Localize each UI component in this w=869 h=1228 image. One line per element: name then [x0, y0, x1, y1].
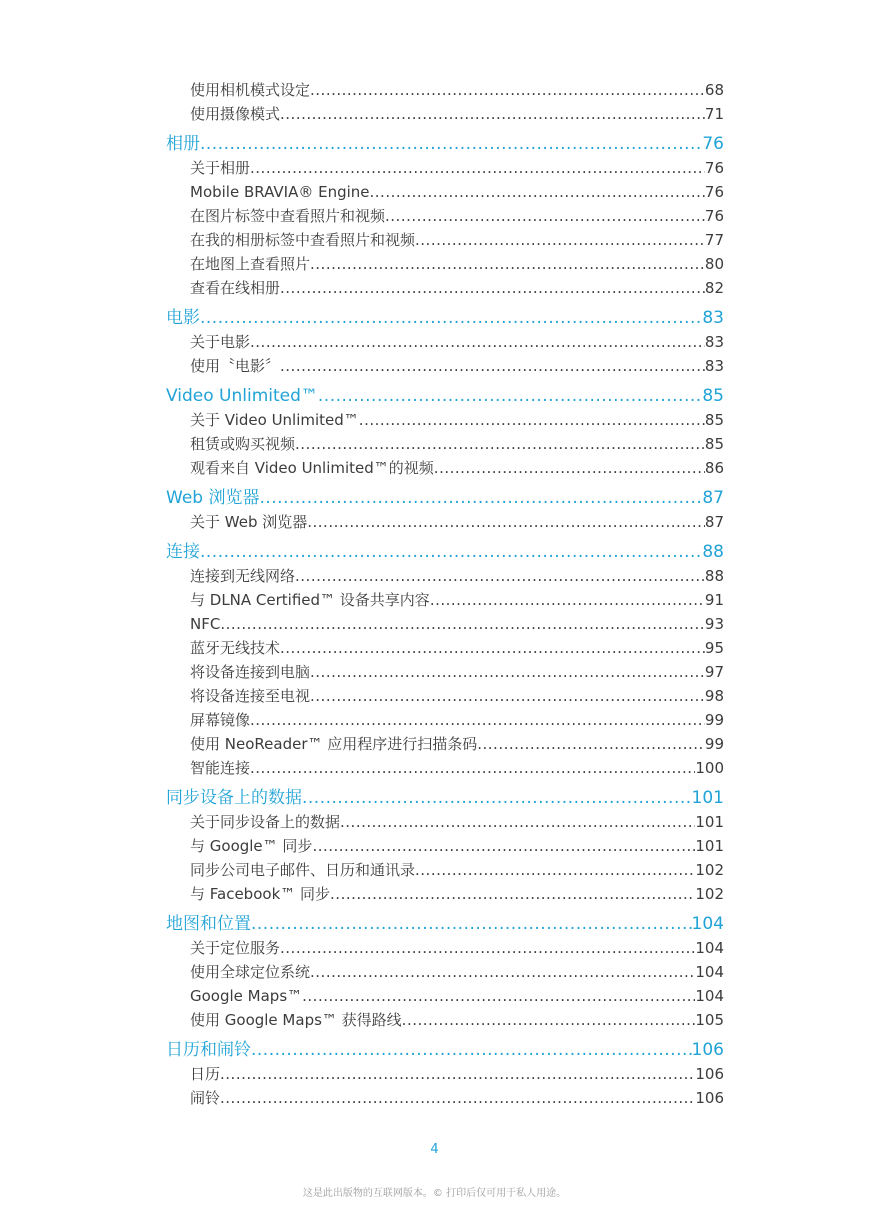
toc-entry-page: 85 — [704, 435, 724, 453]
toc-entry-page: 86 — [704, 459, 724, 477]
dot-leader — [250, 156, 705, 180]
toc-entry-title: NFC — [190, 615, 221, 633]
toc-entry[interactable] — [166, 588, 724, 612]
toc-entry-page: 77 — [704, 231, 724, 249]
dot-leader — [251, 1038, 692, 1062]
toc-entry-title: 关于电影 — [190, 333, 251, 351]
toc-entry-title: 关于 Video Unlimited™ — [190, 411, 359, 429]
toc-entry[interactable] — [166, 78, 724, 102]
toc-entry-title: 使用 Google Maps™ 获得路线 — [190, 1011, 402, 1029]
toc-entry[interactable] — [166, 456, 724, 480]
toc-entry-title: 同步公司电子邮件、日历和通讯录 — [190, 861, 416, 879]
toc-entry[interactable] — [166, 612, 724, 636]
toc-section-heading[interactable] — [166, 540, 724, 564]
toc-entry-page: 76 — [704, 183, 724, 201]
toc-entry-page: 80 — [704, 255, 724, 273]
toc-entry-page: 71 — [704, 105, 724, 123]
toc-entry-title: 使用相机模式设定 — [190, 81, 311, 99]
toc-entry-title: Video Unlimited™ — [166, 386, 318, 406]
toc-entry-page: 102 — [695, 861, 724, 879]
toc-section-heading[interactable] — [166, 1038, 724, 1062]
toc-entry[interactable] — [166, 810, 724, 834]
dot-leader — [340, 810, 695, 834]
toc-entry-page: 104 — [695, 963, 724, 981]
dot-leader — [370, 180, 705, 204]
toc-entry-page: 68 — [704, 81, 724, 99]
dot-leader — [402, 1008, 696, 1032]
toc-entry[interactable] — [166, 882, 724, 906]
toc-entry[interactable] — [166, 960, 724, 984]
dot-leader — [295, 432, 705, 456]
toc-entry-page: 88 — [702, 542, 724, 562]
toc-entry-page: 88 — [704, 567, 724, 585]
toc-entry[interactable] — [166, 984, 724, 1008]
toc-entry[interactable] — [166, 936, 724, 960]
toc-entry[interactable] — [166, 510, 724, 534]
toc-entry-page: 76 — [704, 207, 724, 225]
toc-entry[interactable] — [166, 432, 724, 456]
toc-section-heading[interactable] — [166, 786, 724, 810]
toc-entry-title: 电影 — [166, 308, 200, 328]
toc-section-heading[interactable] — [166, 306, 724, 330]
toc-entry-page: 106 — [691, 1040, 724, 1060]
table-of-contents — [166, 78, 724, 1110]
toc-entry-title: 与 Google™ 同步 — [190, 837, 313, 855]
toc-entry-title: 蓝牙无线技术 — [190, 639, 281, 657]
dot-leader — [295, 564, 705, 588]
dot-leader — [434, 456, 705, 480]
dot-leader — [330, 882, 695, 906]
toc-entry-page: 87 — [702, 488, 724, 508]
toc-entry-page: 101 — [691, 788, 724, 808]
toc-entry-title: 闹铃 — [190, 1089, 221, 1107]
toc-entry-title: 在我的相册标签中查看照片和视频 — [190, 231, 416, 249]
toc-entry-page: 106 — [695, 1089, 724, 1107]
toc-entry-title: 将设备连接到电脑 — [190, 663, 311, 681]
toc-entry-title: 关于定位服务 — [190, 939, 281, 957]
toc-entry-page: 85 — [704, 411, 724, 429]
toc-section-heading[interactable] — [166, 486, 724, 510]
toc-entry[interactable] — [166, 204, 724, 228]
toc-entry[interactable] — [166, 858, 724, 882]
toc-entry-title: 智能连接 — [190, 759, 251, 777]
toc-entry-title: 与 Facebook™ 同步 — [190, 885, 331, 903]
toc-entry-title: 在地图上查看照片 — [190, 255, 311, 273]
toc-entry-page: 98 — [704, 687, 724, 705]
toc-entry[interactable] — [166, 636, 724, 660]
dot-leader — [310, 660, 705, 684]
toc-entry-page: 104 — [695, 939, 724, 957]
toc-entry-title: 关于 Web 浏览器 — [190, 513, 308, 531]
dot-leader — [280, 636, 705, 660]
toc-entry[interactable] — [166, 276, 724, 300]
toc-entry-page: 100 — [695, 759, 724, 777]
dot-leader — [200, 540, 702, 564]
toc-entry-title: 查看在线相册 — [190, 279, 281, 297]
toc-entry-page: 101 — [695, 837, 724, 855]
toc-entry-page: 83 — [704, 333, 724, 351]
dot-leader — [280, 102, 705, 126]
toc-entry[interactable] — [166, 252, 724, 276]
dot-leader — [477, 732, 705, 756]
toc-entry-page: 97 — [704, 663, 724, 681]
toc-entry-title: 同步设备上的数据 — [166, 788, 302, 808]
dot-leader — [302, 786, 692, 810]
toc-entry-title: 使用全球定位系统 — [190, 963, 311, 981]
toc-entry[interactable] — [166, 1062, 724, 1086]
dot-leader — [280, 276, 705, 300]
toc-entry-title: 关于同步设备上的数据 — [190, 813, 341, 831]
toc-entry-page: 87 — [704, 513, 724, 531]
page-number: 4 — [430, 1142, 439, 1157]
toc-entry-page: 76 — [702, 134, 724, 154]
dot-leader — [250, 708, 705, 732]
dot-leader — [359, 408, 705, 432]
dot-leader — [280, 936, 695, 960]
dot-leader — [310, 78, 705, 102]
toc-entry-title: 关于相册 — [190, 159, 251, 177]
toc-entry-title: 使用〝电影〞 — [190, 357, 281, 375]
toc-entry-page: 101 — [695, 813, 724, 831]
toc-entry-title: 使用 NeoReader™ 应用程序进行扫描条码 — [190, 735, 478, 753]
toc-entry[interactable] — [166, 684, 724, 708]
toc-entry[interactable] — [166, 1086, 724, 1110]
dot-leader — [318, 384, 702, 408]
toc-entry-title: 地图和位置 — [166, 914, 251, 934]
dot-leader — [385, 204, 705, 228]
toc-section-heading[interactable] — [166, 912, 724, 936]
dot-leader — [307, 510, 705, 534]
toc-entry[interactable] — [166, 408, 724, 432]
toc-entry-page: 99 — [704, 735, 724, 753]
toc-entry[interactable] — [166, 732, 724, 756]
toc-section-heading[interactable] — [166, 132, 724, 156]
dot-leader — [200, 132, 702, 156]
footer-notice: 这是此出版物的互联网版本。© 打印后仅可用于私人用途。 — [302, 1188, 567, 1199]
toc-entry[interactable] — [166, 834, 724, 858]
dot-leader — [310, 960, 695, 984]
toc-entry-page: 99 — [704, 711, 724, 729]
toc-entry[interactable] — [166, 660, 724, 684]
toc-entry[interactable] — [166, 228, 724, 252]
toc-entry-title: 将设备连接至电视 — [190, 687, 311, 705]
toc-entry-page: 104 — [695, 987, 724, 1005]
dot-leader — [220, 612, 705, 636]
toc-entry-page: 102 — [695, 885, 724, 903]
dot-leader — [251, 912, 692, 936]
toc-entry-title: 连接到无线网络 — [190, 567, 296, 585]
toc-entry-title: 使用摄像模式 — [190, 105, 281, 123]
toc-entry-page: 82 — [704, 279, 724, 297]
toc-entry[interactable] — [166, 708, 724, 732]
dot-leader — [220, 1086, 695, 1110]
dot-leader — [280, 354, 705, 378]
dot-leader — [250, 756, 695, 780]
toc-entry-title: 连接 — [166, 542, 200, 562]
dot-leader — [200, 306, 702, 330]
toc-entry-page: 85 — [702, 386, 724, 406]
toc-entry-title: 日历和闹铃 — [166, 1040, 251, 1060]
toc-entry-page: 83 — [702, 308, 724, 328]
toc-entry-page: 76 — [704, 159, 724, 177]
dot-leader — [430, 588, 705, 612]
toc-entry[interactable] — [166, 354, 724, 378]
toc-entry-page: 91 — [704, 591, 724, 609]
toc-entry-page: 83 — [704, 357, 724, 375]
toc-entry-title: 相册 — [166, 134, 200, 154]
toc-entry-title: 租赁或购买视频 — [190, 435, 296, 453]
toc-entry[interactable] — [166, 102, 724, 126]
toc-entry-title: 在图片标签中查看照片和视频 — [190, 207, 386, 225]
dot-leader — [312, 834, 695, 858]
toc-entry[interactable] — [166, 564, 724, 588]
toc-section-heading[interactable] — [166, 384, 724, 408]
toc-entry-page: 93 — [704, 615, 724, 633]
toc-entry-title: 屏幕镜像 — [190, 711, 251, 729]
toc-entry-title: 观看来自 Video Unlimited™的视频 — [190, 459, 434, 477]
toc-entry-title: 日历 — [190, 1065, 221, 1083]
toc-entry-page: 105 — [695, 1011, 724, 1029]
toc-entry[interactable] — [166, 156, 724, 180]
dot-leader — [310, 252, 705, 276]
dot-leader — [259, 486, 702, 510]
toc-entry-page: 104 — [691, 914, 724, 934]
toc-entry-page: 106 — [695, 1065, 724, 1083]
dot-leader — [415, 858, 695, 882]
toc-entry[interactable] — [166, 756, 724, 780]
dot-leader — [415, 228, 705, 252]
toc-entry-title: Google Maps™ — [190, 987, 303, 1005]
toc-entry-title: 与 DLNA Certified™ 设备共享内容 — [190, 591, 430, 609]
toc-entry[interactable] — [166, 180, 724, 204]
dot-leader — [302, 984, 695, 1008]
dot-leader — [220, 1062, 695, 1086]
dot-leader — [310, 684, 705, 708]
toc-entry[interactable] — [166, 330, 724, 354]
dot-leader — [250, 330, 705, 354]
toc-entry-title: Web 浏览器 — [166, 488, 260, 508]
toc-entry-title: Mobile BRAVIA® Engine — [190, 183, 370, 201]
toc-entry[interactable] — [166, 1008, 724, 1032]
toc-entry-page: 95 — [704, 639, 724, 657]
